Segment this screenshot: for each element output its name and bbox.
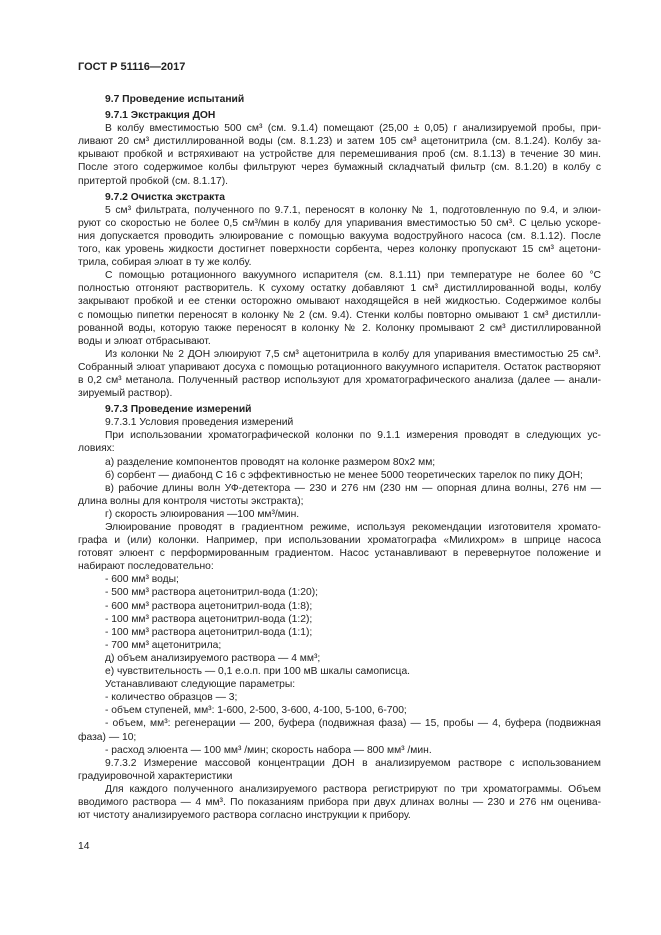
text-line: градуировочной характеристики (78, 770, 233, 782)
text-line: с помощью пипетки переносят в колонку № 2 (см. 9.4). Стенки колбы повторно омывают 1 см³ дистилли- (78, 309, 601, 321)
text-line: - расход элюента — 100 мм³ /мин; скорость набора — 800 мм³ /мин. (105, 744, 432, 756)
text-line: 5 см³ фильтрата, полученного по 9.7.1, переносят в колонку № 1, подготовленную по 9.4, и элюи- (105, 204, 601, 216)
text-line: Собранный элюат упаривают досуха с помощью ротационного вакуумного испарителя. Остаток растворяют (78, 361, 601, 373)
text-line: Для каждого полученного анализируемого раствора регистрируют по три хроматограммы. Объем (105, 783, 601, 795)
paragraph (78, 600, 601, 613)
section-heading: 9.7.2 Очистка экстракта (105, 191, 226, 203)
document-header: ГОСТ Р 51116—2017 (78, 61, 186, 73)
text-line: рованной воды, которую также переносят в колонку № 2. Колонку промывают 2 см³ дистиллированной (78, 322, 601, 334)
text-line: - 100 мм³ раствора ацетонитрил-вода (1:1); (105, 626, 313, 638)
paragraph (78, 665, 601, 678)
paragraph (78, 717, 601, 743)
text-line: - 600 мм³ воды; (105, 574, 179, 586)
text-line: - количество образцов — 3; (105, 692, 238, 704)
text-line: трила, собирая элюат в ту же колбу. (78, 257, 252, 269)
paragraph (78, 573, 601, 586)
text-line: ния допускается проводить элюирование с помощью вакуума водоструйного насоса (см. 8.1.12). После (78, 230, 601, 242)
text-line: воды и элюат отбрасывают. (78, 335, 211, 347)
text-line: В колбу вместимостью 500 см³ (см. 9.1.4) помещают (25,00 ± 0,05) г анализируемой пробы, при- (105, 123, 601, 135)
text-line: руют со скоростью не более 0,5 см³/мин в колбу для упаривания вместимостью 50 см³. С целью ускоре- (78, 217, 601, 229)
text-line: закрывают пробкой и ее стенки осторожно омывают находящейся в ней жидкостью. Содержимое колбы (78, 296, 601, 308)
text-line: набирают последовательно: (78, 561, 214, 573)
text-line: При использовании хроматографической колонки по 9.1.1 измерения проводят в следующих ус- (105, 430, 601, 442)
section-heading: 9.7.1 Экстракция ДОН (105, 110, 216, 122)
text-line: е) чувствительность — 0,1 е.о.п. при 100 мВ шкалы самописца. (105, 666, 411, 678)
text-line: 9.7.3.2 Измерение массовой концентрации ДОН в анализируемом растворе с использованием (105, 757, 601, 769)
paragraph (78, 508, 601, 521)
paragraph (78, 269, 601, 348)
text-line: - 500 мм³ раствора ацетонитрил-вода (1:20); (105, 587, 318, 599)
paragraph (78, 429, 601, 455)
page-flow (78, 93, 601, 853)
paragraph (78, 639, 601, 652)
text-line: После этого содержимое колбы фильтруют через бумажный складчатый фильтр (см. 8.1.20) в колбу с (78, 162, 601, 174)
paragraph (78, 348, 601, 400)
text-line: фаза) — 10; (78, 731, 137, 743)
text-line: в) рабочие длины волн УФ-детектора — 230 и 276 нм (230 нм — опорная длина волны, 276 нм — (105, 482, 601, 494)
paragraph (78, 626, 601, 639)
paragraph (78, 691, 601, 704)
page-number: 14 (78, 841, 90, 853)
text-line: д) объем анализируемого раствора — 4 мм³; (105, 652, 321, 664)
text-line: - 100 мм³ раствора ацетонитрил-вода (1:2); (105, 613, 313, 625)
text-line: а) разделение компонентов проводят на колонке размером 80x2 мм; (105, 456, 436, 468)
text-line: ливают 20 см³ дистиллированной воды (см. 8.1.23) и затем 105 см³ ацетонитрила (см. 8.1.24). Колбу за- (78, 136, 601, 148)
paragraph (78, 613, 601, 626)
text-line: Из колонки № 2 ДОН элюируют 7,5 см³ ацетонитрила в колбу для упаривания вместимостью 25 см³. (105, 348, 601, 360)
paragraph (78, 521, 601, 573)
text-line: ловиях: (78, 443, 115, 455)
paragraph (78, 416, 601, 429)
paragraph (78, 456, 601, 469)
paragraph (78, 652, 601, 665)
text-line: 9.7.3.1 Условия проведения измерений (105, 417, 294, 429)
text-line: полностью отгоняют растворитель. К сухому остатку добавляют 1 см³ дистиллированной воды, колбу (78, 283, 601, 295)
text-line: ют чистоту анализируемого раствора согласно инструкции к прибору. (78, 810, 411, 822)
text-line: готовят элюент с перформированным градиентом. Насос устанавливают в перевернутое положение и (78, 548, 601, 560)
paragraph (78, 469, 601, 482)
text-line: б) сорбент — диабонд С 16 с эффективностью не менее 5000 теоретических тарелок по пику ДОН; (105, 469, 583, 481)
text-line: зируемый раствор). (78, 388, 173, 400)
text-line: притертой пробкой (см. 8.1.17). (78, 175, 229, 187)
text-line: крывают пробкой и встряхивают на устройстве для перемешивания проб (см. 8.1.13) в течение 30 мин. (78, 149, 601, 161)
text-line: - объем ступеней, мм³: 1-600, 2-500, 3-600, 4-100, 5-100, 6-700; (105, 705, 407, 717)
text-line: Элюирование проводят в градиентном режиме, используя рекомендации изготовителя хромато- (105, 522, 601, 533)
paragraph (78, 704, 601, 717)
section-heading: 9.7.3 Проведение измерений (105, 404, 252, 416)
paragraph (78, 783, 601, 822)
text-line: С помощью ротационного вакуумного испарителя (см. 8.1.11) при температуре не более 60 °С (105, 270, 601, 282)
text-line: в 0,2 см³ метанола. Полученный раствор используют для хроматографического анализа (далее — анали- (78, 374, 601, 386)
paragraph (78, 678, 601, 691)
paragraph (78, 586, 601, 599)
text-line: того, как уровень жидкости достигнет поверхности сорбента, через колонку пропускают 15 см³ ацетони- (78, 244, 601, 256)
text-line: - 700 мм³ ацетонитрила; (105, 639, 222, 651)
document-body (78, 93, 601, 822)
text-line: - 600 мм³ раствора ацетонитрил-вода (1:8); (105, 600, 313, 612)
text-line: длина волны для контроля чистоты экстракта); (78, 495, 304, 507)
paragraph (78, 482, 601, 508)
text-line: вводимого раствора — 4 мм³. По показаниям прибора при двух длинах волны — 230 и 276 нм оценива- (78, 796, 601, 808)
text-line: г) скорость элюирования —100 мм³/мин. (105, 508, 300, 520)
text-line: графа и (или) колонки. Например, при использовании хроматографа «Милихром» в шприце насоса (78, 535, 601, 547)
paragraph (78, 757, 601, 783)
paragraph (78, 204, 601, 269)
section-heading: 9.7 Проведение испытаний (105, 94, 245, 105)
text-line: - объем, мм³: регенерации — 200, буфера (подвижная фаза) — 15, пробы — 4, буфера (подвижная (105, 718, 601, 730)
paragraph (78, 744, 601, 757)
text-line: Устанавливают следующие параметры: (105, 679, 296, 691)
paragraph (78, 122, 601, 187)
